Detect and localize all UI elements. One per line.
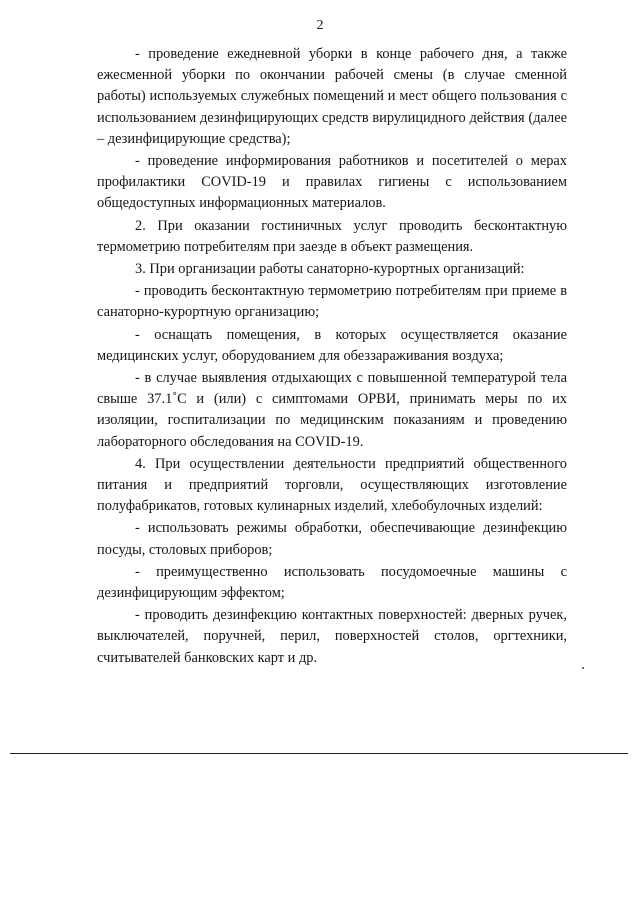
paragraph-informing: - проведение информирования работников и посетителей о мерах профилактики COVID-19 и правилах гигиены с использованием общедоступных информационных материалов. bbox=[97, 153, 567, 212]
paragraph-sanatorium-thermometry: - проводить бесконтактную термометрию потребителям при приеме в санаторно-курортную организацию; bbox=[97, 283, 567, 321]
scan-speck bbox=[582, 667, 584, 669]
paragraph-sanatorium-isolation: - в случае выявления отдыхающих с повышенной температурой тела свыше 37.1˚С и (или) с симптомами ОРВИ, принимать меры по их изоляции, госпитализации по медицинским показаниям и проведению лабораторного обследования на COVID-19. bbox=[97, 370, 567, 450]
paragraph-catering-dishes: - использовать режимы обработки, обеспечивающие дезинфекцию посуды, столовых приборов; bbox=[97, 520, 567, 558]
paragraph-hotel-services: 2. При оказании гостиничных услуг проводить бесконтактную термометрию потребителям при заезде в объект размещения. bbox=[97, 217, 567, 255]
document-body bbox=[97, 44, 567, 669]
paragraph-sanatorium-air: - оснащать помещения, в которых осуществляется оказание медицинских услуг, оборудованием для обеззараживания воздуха; bbox=[97, 326, 567, 364]
paragraph-cleaning: - проведение ежедневной уборки в конце рабочего дня, а также ежесменной уборки по окончании рабочей смены (в случае сменной работы) используемых служебных помещений и мест общего пользования с использованием дезинфицирующих средств вирулицидного действия (далее – дезинфицирующие средства); bbox=[97, 46, 567, 147]
page-number: 2 bbox=[316, 18, 324, 33]
paragraph-sanatorium-heading: 3. При организации работы санаторно-курортных организаций: bbox=[135, 261, 525, 278]
page-footer-rule bbox=[10, 753, 628, 754]
paragraph-catering-heading: 4. При осуществлении деятельности предприятий общественного питания и предприятий торговли, осуществляющих изготовление полуфабрикатов, готовых кулинарных изделий, хлебобулочных изделий: bbox=[97, 455, 567, 515]
paragraph-catering-surfaces: - проводить дезинфекцию контактных поверхностей: дверных ручек, выключателей, поручней, перил, поверхностей столов, оргтехники, считывателей банковских карт и др. bbox=[97, 607, 567, 666]
paragraph-catering-dishwashers: - преимущественно использовать посудомоечные машины с дезинфицирующим эффектом; bbox=[97, 563, 567, 602]
